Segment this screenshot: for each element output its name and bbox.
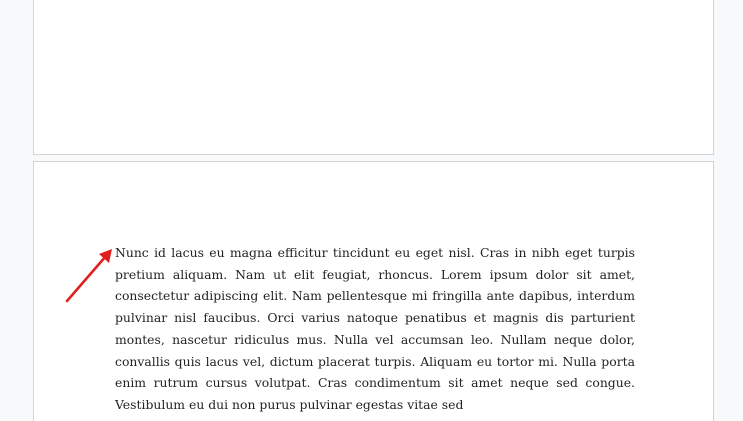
document-page [33, 0, 714, 155]
document-page [33, 161, 714, 421]
annotation-arrow-icon [60, 244, 116, 306]
arrow-shaft [67, 256, 106, 301]
paragraph-text[interactable]: Nunc id lacus eu magna efficitur tincidunt eu eget nisl. Cras in nibh eget turpis pretium aliquam. Nam ut elit feugiat, rhoncus. Lorem ipsum dolor sit amet, consectetur adipiscing elit. Nam pellentesque mi fringilla ante dapibus, interdum pulvinar nisl faucibus. Orci varius natoque penatibus et magnis dis parturient montes, nascetur ridiculus mus. Nulla vel accumsan leo. Nullam neque dolor, convallis quis lacus vel, dictum placerat turpis. Aliquam eu tortor mi. Nulla porta enim rutrum cursus volutpat. Cras condimentum sit amet neque sed congue. Vestibulum eu dui non purus pulvinar egestas vitae sed [115, 245, 635, 412]
